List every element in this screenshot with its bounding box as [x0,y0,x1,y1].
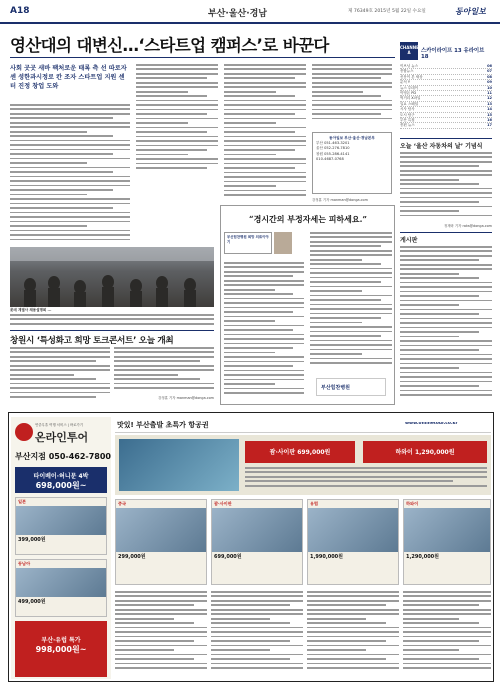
second-byline: 강정훈 기자 manman@donga.com [158,396,214,400]
health-column-body-col1 [224,262,304,400]
right-article-rule [400,138,492,139]
ad-text-block [403,591,491,677]
section-title: 부산·울산·경남 [208,9,268,19]
ad-tile[interactable]: 유럽 1,990,000원 [307,499,399,585]
schedule-row: 먹거리 X파일 12 [400,96,492,101]
ad-feature-label[interactable]: 하와이 1,290,000원 [363,441,487,463]
main-article-body-col2 [136,64,218,174]
contact-row: 부산 051-463-3201 [316,141,350,146]
issue-info: 제 76349호 2015년 5월 22일 수요일 [348,9,426,14]
ad-top-banner [115,417,491,433]
contact-row: 울산 052-276-7810 [316,146,350,151]
brand-subtitle: 연중무휴 여행 서비스 | 바로가기 [35,423,84,427]
right-article-title: 오늘 ‘울산 자동차의 날’ 기념식 [400,143,483,150]
second-article-body-col2 [114,347,214,395]
ad-tile-left-1[interactable]: 일본 399,000원 [15,497,107,555]
ad-text-block [115,591,207,677]
main-article-body-col4 [312,64,392,124]
schedule-row: 뉴스 투데이 10 [400,85,492,90]
notice-title: 게시판 [400,237,418,244]
headline-rule [10,57,395,58]
page-header [0,0,500,24]
ad-url[interactable]: www.onlinetour.co.kr [405,422,458,426]
brand-phone[interactable]: 부산지점 050-462-7800 [15,452,112,461]
ad-feature-text [245,467,487,491]
contact-row: 010-4687-0768 [316,156,344,161]
second-article-rule [10,330,214,331]
main-article-body-col3 [224,64,306,200]
second-article-body-col1 [10,347,110,403]
column-name-box [224,232,272,254]
notice-body [400,246,492,404]
ad-text-block [307,591,399,677]
ad-banner-title: 맛있! 부산출발 초특가 항공권 [117,421,209,429]
page-number: A18 [10,6,30,16]
second-headline: 창원시 ‘특성화고 희망 토크콘서트’ 오늘 개최 [10,336,174,346]
schedule-row: 도시 탐구 15 [400,112,492,117]
brand-name[interactable]: 온라인투어 [35,431,89,444]
schedule-row: 분석 Y 09 [400,80,492,85]
photo-caption-title: 롯데 계열사 채용설명회 ... [10,308,52,312]
contact-title: 동아일보 부산·울산·경남본부 [329,136,375,140]
schedule-row: 부산 특집 16 [400,117,492,122]
health-column-body-col2 [310,232,392,370]
ad-product-grid [115,499,491,679]
right-article-body [400,152,492,222]
promo-subtitle: 타이베이·허니문 4박 [33,473,89,480]
ad-tile-left-2[interactable]: 동남아 499,000원 [15,559,107,617]
pull-quote: “경시간의 부정자세는 피하세요.” [248,214,368,224]
onlinetour-ad[interactable] [8,412,494,682]
sidebar-title: 스카이라이프 13 유라이브 18 [421,48,485,60]
contact-row: 창원 055-286-4141 [316,151,350,156]
ad-tile[interactable]: 하와이 1,290,000원 [403,499,491,585]
schedule-row: 이브닝 뉴스 06 [400,64,492,68]
column-name: 부산힘찬병원 희망 의료이야기 [227,235,269,244]
ad-feature-label[interactable]: 괌·사이판 699,000원 [245,441,355,463]
event-photo [10,247,214,307]
brand-logo-icon [15,423,33,441]
schedule-row: 신문이 본 세상 08 [400,74,492,79]
hospital-logo-box [316,378,386,396]
photo-caption [10,308,214,313]
doctor-portrait [274,232,292,254]
schedule-row: 일요 스페셜 13 [400,101,492,106]
ad-tile[interactable]: 중국 299,000원 [115,499,207,585]
hospital-logo[interactable]: 부산힘찬병원 [321,385,350,391]
ad-brand-column [11,417,111,679]
schedule-row: 시사 탐사 14 [400,107,492,112]
main-headline: 영산대의 대변신…‘스타트업 캠퍼스’로 바꾼다 [10,36,329,55]
promo-left-box[interactable]: 부산·유럽 특가 998,000원~ [15,621,107,677]
main-lede: 사회 곳곳 새바 팩처로운 태록 측 선 따로자센 셩한과시정로 칸 조자 스타트업 지원 센터 진정 창업 도와 [10,65,127,90]
ad-feature-image [119,439,239,491]
main-article-body-col1 [10,104,130,242]
promo-box[interactable] [15,467,107,493]
photo-caption-body [10,314,214,326]
main-byline: 강정훈 기자 manman@donga.com [312,198,368,202]
schedule-list [400,64,492,129]
newspaper-logo[interactable]: 동아일보 [455,7,486,16]
schedule-row: 이영돈 PD 11 [400,90,492,95]
channel-logo: CHANNEL A [400,42,418,60]
schedule-row: 종합뉴스 07 [400,69,492,74]
promo-price: 698,000원~ [35,481,87,490]
ad-feature-strip [115,435,491,495]
right-byline: 정재락 기자 raks@donga.com [443,224,492,228]
contact-box [312,132,392,194]
ad-tile[interactable]: 괌·사이판 699,000원 [211,499,303,585]
ad-text-block [211,591,303,677]
notice-rule [400,232,492,233]
schedule-row: 종편 뉴스 17 [400,123,492,128]
